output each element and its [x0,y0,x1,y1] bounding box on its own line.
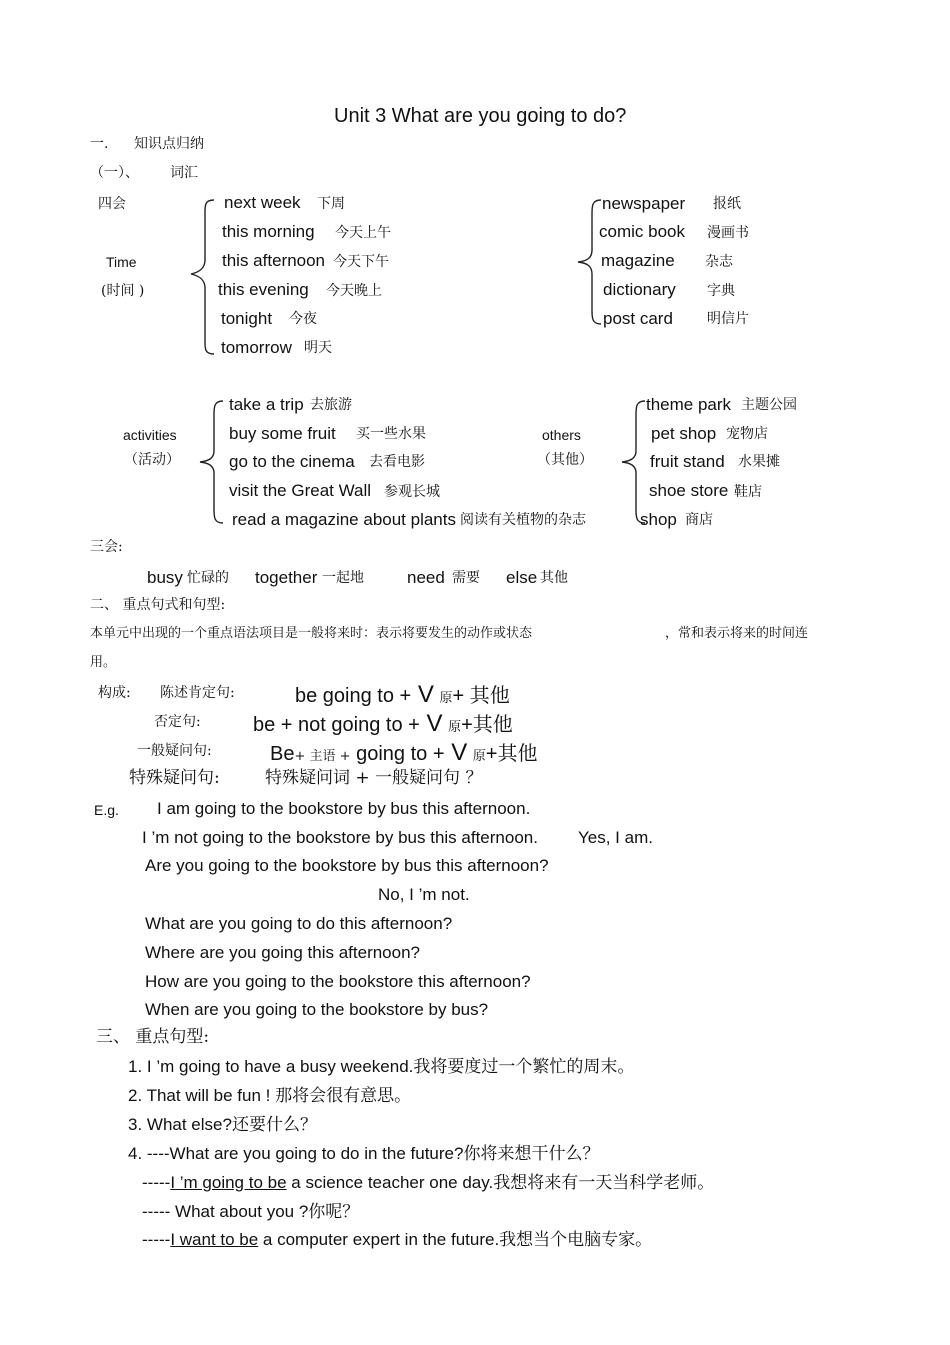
vocab-time-cn: 今天上午 [335,225,391,241]
vocab-time-cn: 今天下午 [333,254,389,270]
time-label: Time [106,254,137,270]
structure-label: 构成: [98,685,131,701]
vocab-three-cn: 忙碌的 [187,570,229,586]
general-question-label: 一般疑问句: [137,743,212,759]
vocab-time-cn: 今天晚上 [326,283,382,299]
vocab-time-cn: 下周 [317,196,345,212]
key-sentence: 2. That will be fun ! 那将会很有意思。 [128,1086,412,1106]
key-sentence: 1. I ’m going to have a busy weekend.我将要度过一个繁忙的周末。 [128,1057,635,1077]
vocab-activity-cn: 参观长城 [384,484,440,500]
affirmative-label: 陈述肯定句: [160,685,235,701]
time-brace [188,198,218,356]
vocab-time-en: this morning [222,222,315,241]
section2-heading: 二、 重点句式和句型: [90,597,226,613]
vocab-reading-cn: 报纸 [713,196,741,212]
vocab-activity-en: go to the cinema [229,452,355,471]
vocab-time-en: this evening [218,280,309,299]
vocab-other-en: shop [640,510,677,529]
example-sentence: When are you going to the bookstore by bus? [145,1000,489,1019]
example-sentence: Are you going to the bookstore by bus this afternoon? [145,856,549,875]
vocab-reading-en: dictionary [603,280,676,299]
vocab-activity-en: read a magazine about plants [232,510,456,529]
vocab-other-cn: 鞋店 [734,484,762,500]
vocab-reading-en: magazine [601,251,675,270]
example-sentence: Where are you going this afternoon? [145,943,421,962]
vocab-time-en: tonight [221,309,273,328]
activities-label: activities [123,427,177,443]
example-sentence: What are you going to do this afternoon? [145,914,453,933]
vocab-time-en: tomorrow [221,338,292,357]
vocab-other-cn: 水果摊 [738,454,780,470]
vocab-reading-en: post card [603,309,673,328]
vocab-other-cn: 主题公园 [741,397,797,413]
vocab-time-en: next week [224,193,301,212]
vocab-other-en: shoe store [649,481,729,500]
grammar-intro-line1: 本单元中出现的一个重点语法项目是一般将来时：表示将要发生的动作或状态 [90,626,533,641]
dialog-line: -----I ’m going to be a science teacher one day.我想将来有一天当科学老师。 [142,1173,715,1193]
vocab-other-en: fruit stand [650,452,725,471]
vocab-activity-en: take a trip [229,395,304,414]
dialog-line: ----- What about you ?你呢？ [142,1202,360,1222]
vocab-other-cn: 宠物店 [726,426,768,442]
four-skills-label: 四会 [98,196,126,212]
time-label-cn: (时间 ) [101,283,145,299]
example-sentence: How are you going to the bookstore this afternoon? [145,972,531,991]
dialog-line: -----I want to be a computer expert in the future.我想当个电脑专家。 [142,1230,653,1250]
example-answer: No, I ’m not. [378,885,470,904]
section1-number: 一. [90,136,109,152]
vocab-reading-cn: 杂志 [705,254,733,270]
eg-label: E.g. [94,802,119,818]
vocab-three-en: else [506,568,538,587]
special-question-label: 特殊疑问句: [129,768,220,788]
vocab-activity-cn: 阅读有关植物的杂志 [460,512,586,528]
others-brace [618,399,648,525]
vocab-reading-en: newspaper [602,194,686,213]
vocab-reading-en: comic book [599,222,685,241]
example-answer: Yes, I am. [578,828,653,847]
negative-label: 否定句: [154,714,201,730]
vocab-three-cn: 一起地 [322,570,364,586]
vocab-reading-cn: 漫画书 [707,225,749,241]
section1-heading: 知识点归纳 [134,136,204,152]
vocab-three-en: together [255,568,318,587]
vocab-other-en: theme park [646,395,732,414]
vocab-three-en: busy [147,568,183,587]
page-title: Unit 3 What are you going to do? [334,105,627,127]
example-sentence: I ’m not going to the bookstore by bus this afternoon. [142,828,538,847]
vocab-other-en: pet shop [651,424,717,443]
vocab-activity-cn: 去旅游 [310,397,352,413]
example-sentence: I am going to the bookstore by bus this afternoon. [157,799,531,818]
grammar-intro-line2: 用。 [90,655,117,670]
vocab-time-en: this afternoon [222,251,326,270]
reading-brace [574,198,604,326]
section3-heading: 三、 重点句型: [96,1027,210,1047]
vocab-activity-en: buy some fruit [229,424,336,443]
vocab-other-cn: 商店 [685,512,713,528]
activities-label-cn: （活动） [124,452,180,468]
grammar-intro-line1b: ，常和表示将来的时间连 [665,626,809,641]
vocab-activity-cn: 买一些水果 [356,426,426,442]
vocab-activity-cn: 去看电影 [369,454,425,470]
key-sentence: 4. ----What are you going to do in the future?你将来想干什么？ [128,1144,600,1164]
vocab-reading-cn: 字典 [707,283,735,299]
affirmative-formula: be going to + V 原+ 其他 [295,681,510,708]
others-label: others [542,427,581,443]
vocab-three-cn: 需要 [452,570,480,586]
key-sentence: 3. What else?还要什么？ [128,1115,317,1135]
three-skills-label: 三会: [90,539,123,555]
special-question-formula: 特殊疑问词 + 一般疑问句 ？ [265,768,483,788]
general-question-formula: Be+ 主语 + going to + V 原+其他 [270,739,538,766]
negative-formula: be + not going to + V 原+其他 [253,710,513,737]
activities-brace [196,399,226,525]
vocab-reading-cn: 明信片 [707,311,749,327]
subsection-heading: 词汇 [170,165,198,181]
others-label-cn: （其他） [537,452,593,468]
vocab-time-cn: 今夜 [289,311,317,327]
vocab-three-cn: 其他 [540,570,568,586]
vocab-activity-en: visit the Great Wall [229,481,372,500]
subsection-number: （一）、 [90,165,139,181]
vocab-three-en: need [407,568,445,587]
vocab-time-cn: 明天 [304,340,332,356]
